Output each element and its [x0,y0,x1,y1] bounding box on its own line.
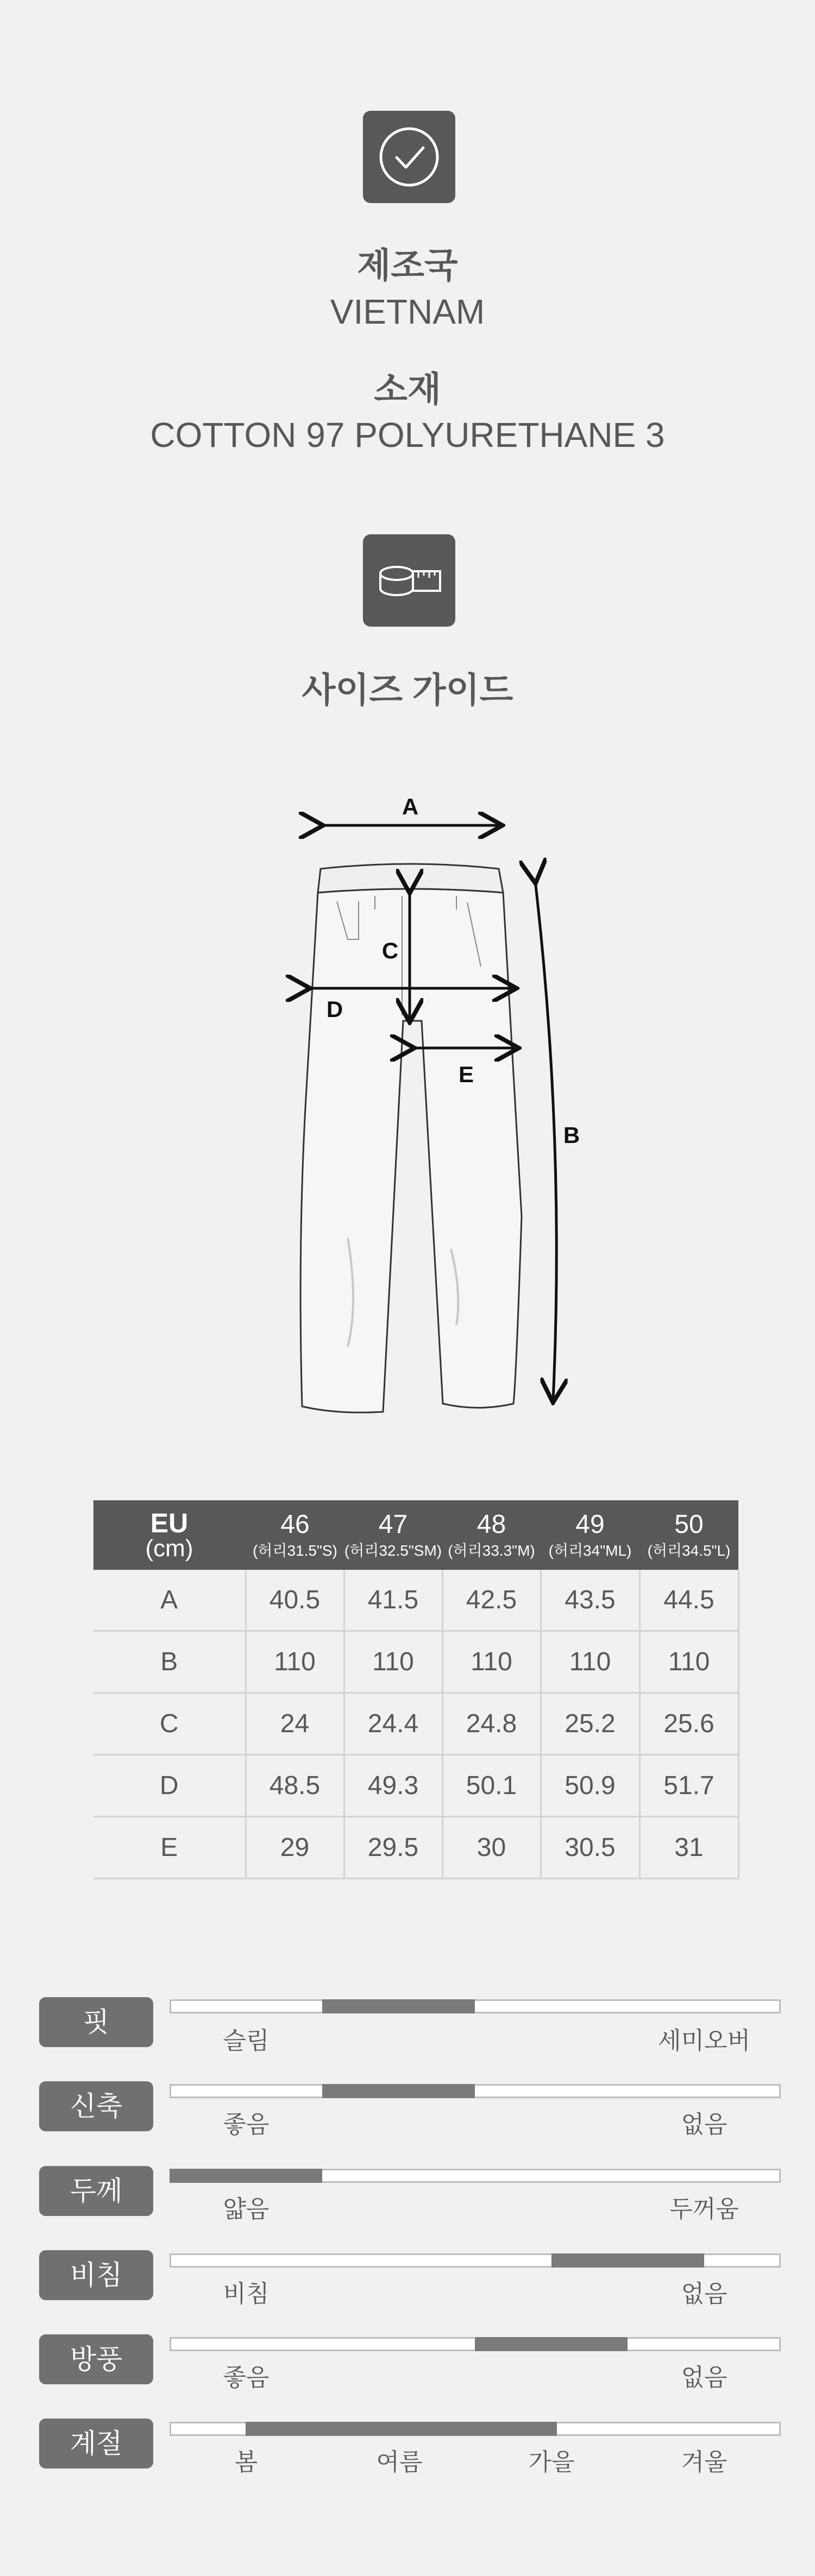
fit-scale-word: 세미오버 [657,2028,751,2054]
size-table-header [93,1500,738,1570]
measure-label-a: A [402,794,419,819]
size-waist: (허리34.5"L) [647,1542,731,1559]
table-cell: 110 [541,1631,640,1693]
table-cell: 110 [246,1631,344,1693]
size-header [640,1500,738,1570]
measure-label-c: C [381,938,399,963]
table-cell: 43.5 [541,1570,640,1631]
measuring-tape-icon [363,534,455,627]
fit-label-stretch: 신축 [39,2081,153,2131]
table-cell: 110 [442,1631,541,1693]
fit-scale-word: 봄 [234,2449,258,2476]
fit-scale-word: 좋음 [223,2364,269,2391]
fit-scale-fill [475,2337,628,2351]
fit-scale-word: 여름 [376,2449,423,2476]
fit-scale-track [170,2253,781,2268]
fit-scale-fill [246,2422,557,2436]
measure-label-d: D [326,996,343,1022]
fit-label-fit: 핏 [39,1997,153,2047]
table-cell: 25.6 [640,1693,738,1755]
table-cell: 24 [246,1693,344,1755]
fit-scale-track [170,1999,781,2013]
fit-scale-word: 가을 [528,2449,575,2476]
fit-scale-word: 비침 [223,2281,269,2307]
fit-scale-fill [170,2169,322,2183]
fit-scale-word: 얇음 [223,2196,269,2223]
unit-header-eu: EU [150,1508,189,1538]
fit-scale-word: 슬림 [223,2028,269,2054]
row-label: D [93,1755,246,1817]
size-table [93,1500,739,1879]
size-header [442,1500,541,1570]
row-label: B [93,1631,246,1693]
size-waist: (허리32.5"SM) [344,1542,442,1559]
size-waist: (허리31.5"S) [253,1542,337,1559]
table-row [93,1817,738,1879]
table-cell: 42.5 [442,1570,541,1631]
table-cell: 51.7 [640,1755,738,1817]
table-cell: 49.3 [344,1755,442,1817]
pants-outline [300,864,522,1412]
fit-scale-track [170,2084,781,2098]
table-cell: 30.5 [541,1817,640,1879]
size-number: 50 [674,1510,704,1539]
origin-label: 제조국 [357,246,458,285]
table-cell: 24.4 [344,1693,442,1755]
pants-measurement-diagram [0,760,815,1439]
fit-scale-track [170,2337,781,2351]
fit-label-thickness: 두께 [39,2166,153,2216]
table-row [93,1570,738,1631]
unit-header [93,1500,246,1570]
fit-scale-word: 좋음 [223,2111,269,2138]
size-header [541,1500,640,1570]
table-cell: 25.2 [541,1693,640,1755]
size-header [246,1500,344,1570]
row-label: A [93,1570,246,1631]
size-header [344,1500,442,1570]
origin-value: VIETNAM [330,292,485,331]
fit-scale-word: 없음 [681,2111,728,2138]
measure-label-e: E [458,1062,474,1087]
material-value: COTTON 97 POLYURETHANE 3 [150,415,665,454]
fit-scale-fill [551,2253,704,2268]
fit-label-season: 계절 [39,2419,153,2468]
fit-scale-word: 없음 [681,2364,728,2391]
fit-label-sheerness: 비침 [39,2250,153,2300]
table-cell: 29 [246,1817,344,1879]
row-label: C [93,1693,246,1755]
table-cell: 110 [344,1631,442,1693]
table-row [93,1755,738,1817]
measure-label-b: B [563,1122,580,1148]
table-row [93,1631,738,1693]
table-cell: 31 [640,1817,738,1879]
table-cell: 24.8 [442,1693,541,1755]
table-cell: 41.5 [344,1570,442,1631]
unit-header-cm: (cm) [145,1535,193,1562]
fit-scale-word: 없음 [681,2281,728,2307]
table-cell: 110 [640,1631,738,1693]
row-label: E [93,1817,246,1879]
table-row [93,1693,738,1755]
table-cell: 40.5 [246,1570,344,1631]
size-number: 47 [378,1510,408,1539]
size-guide-title: 사이즈 가이드 [302,671,513,710]
fit-scale-fill [322,1999,475,2013]
fit-scale-track [170,2169,781,2183]
size-number: 46 [280,1510,310,1539]
size-waist: (허리34"ML) [548,1542,632,1559]
table-cell: 29.5 [344,1817,442,1879]
fit-label-windproof: 방풍 [39,2334,153,2384]
table-cell: 50.9 [541,1755,640,1817]
table-cell: 30 [442,1817,541,1879]
material-label: 소재 [374,370,441,409]
table-cell: 50.1 [442,1755,541,1817]
table-cell: 44.5 [640,1570,738,1631]
size-number: 48 [477,1510,506,1539]
size-number: 49 [575,1510,605,1539]
table-cell: 48.5 [246,1755,344,1817]
size-waist: (허리33.3"M) [448,1542,535,1559]
check-circle-icon [363,111,455,203]
fit-scale-fill [322,2084,475,2098]
fit-scale-word: 두꺼움 [669,2196,739,2223]
fit-scale-track [170,2422,781,2436]
fit-scale-word: 겨울 [681,2449,728,2476]
